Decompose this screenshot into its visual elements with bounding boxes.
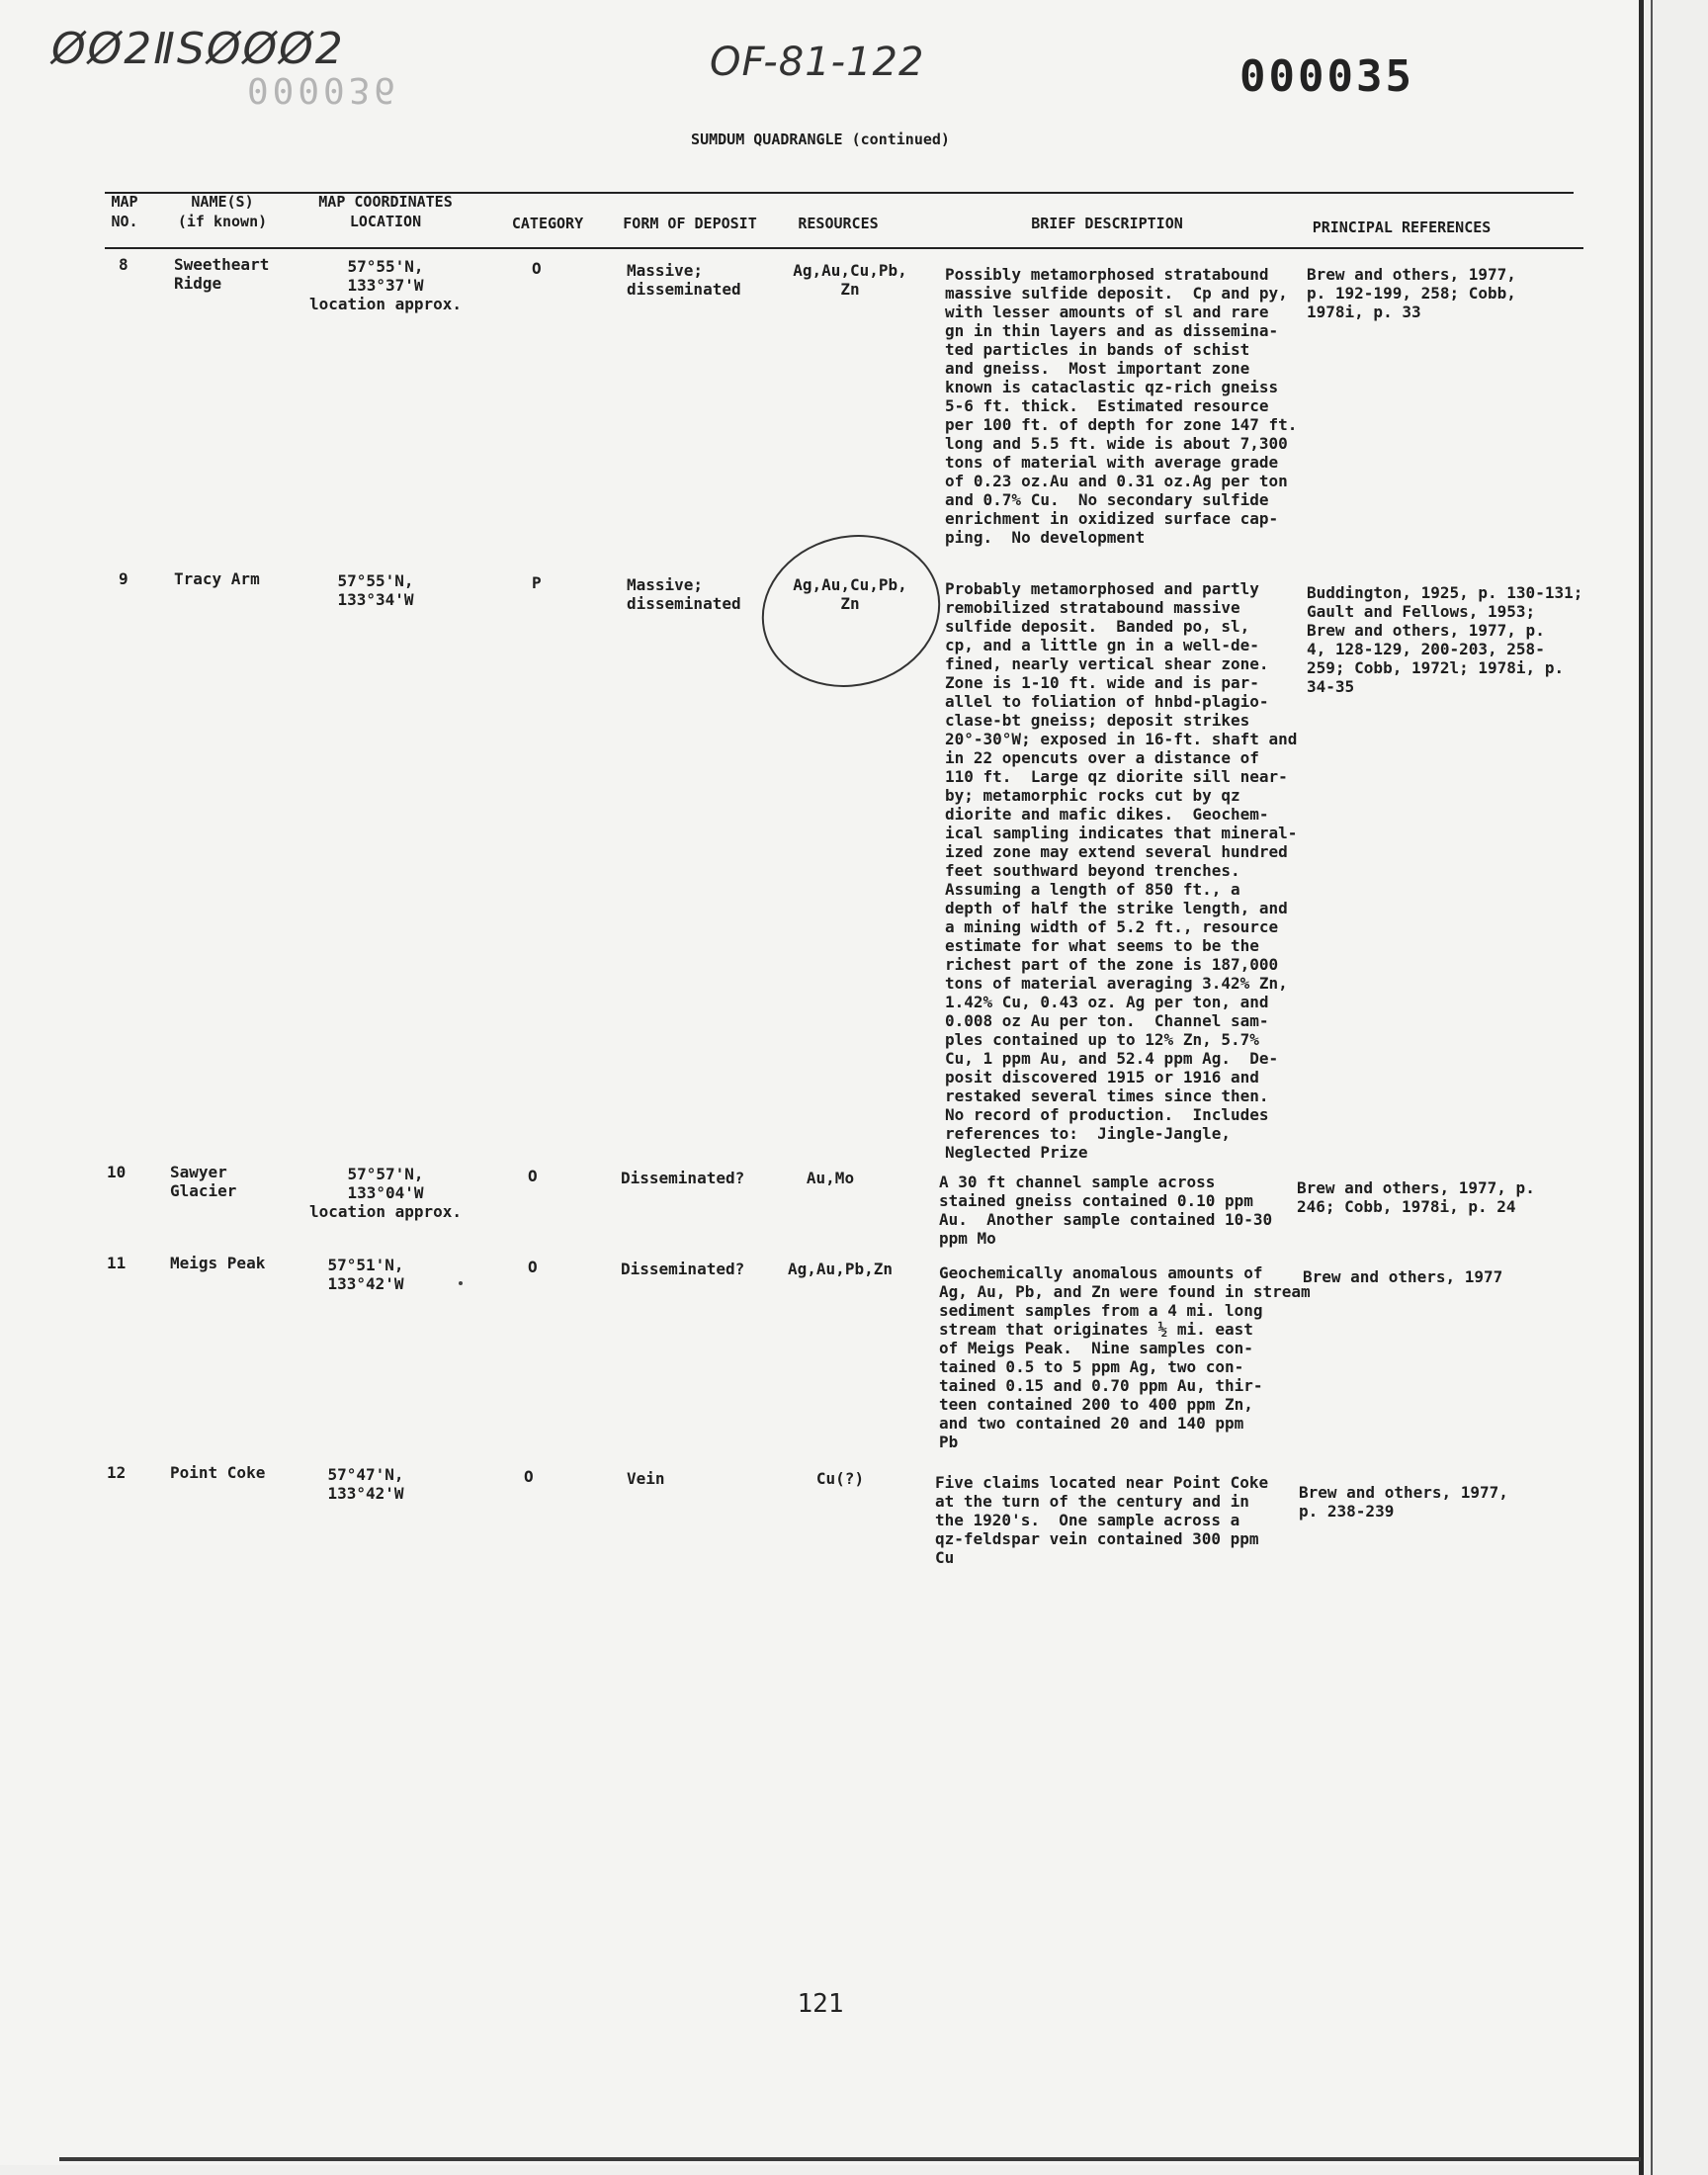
row-8-resources: Ag,Au,Cu,Pb, Zn — [793, 261, 907, 299]
row-10-category: O — [528, 1167, 538, 1185]
header-map-no: MAP NO. — [111, 193, 138, 230]
row-8-references: Brew and others, 1977, p. 192-199, 258; Cobb, 1978i, p. 33 — [1307, 265, 1516, 321]
row-11-map-no: 11 — [107, 1254, 127, 1272]
scan-edge-right-shadow — [1651, 0, 1653, 2175]
page-number: 121 — [797, 1989, 844, 2019]
row-10-form: Disseminated? — [621, 1169, 745, 1187]
scan-edge-bottom — [59, 2157, 1641, 2161]
scan-edge-right — [1639, 0, 1644, 2175]
row-8-category: O — [532, 259, 542, 278]
row-12-location: 57°47'N, 133°42'W — [327, 1465, 404, 1503]
row-10-location: 57°57'N, 133°04'W location approx. — [308, 1165, 463, 1221]
row-10-description: A 30 ft channel sample across stained gneiss contained 0.10 ppm Au. Another sample contained 10-30 ppm Mo — [939, 1173, 1273, 1248]
row-9-location: 57°55'N, 133°34'W — [337, 571, 414, 609]
quadrangle-title: SUMDUM QUADRANGLE (continued) — [691, 130, 950, 148]
row-8-description: Possibly metamorphosed stratabound massive sulfide deposit. Cp and py, with lesser amounts of sl and rare gn in thin layers and as dissemina- ted particles in bands of schist and gneiss. Most important zone known is cataclastic qz-rich gneiss 5-6 ft. thick. Estimated resource per 100 ft. of depth for zone 147 ft. long and 5.5 ft. wide is about 7,300 tons of material with average grade of 0.23 oz.Au and 0.31 oz.Ag per ton and 0.7% Cu. No secondary sulfide enrichment in oxidized surface cap- ping. No development — [945, 265, 1298, 547]
row-8-map-no: 8 — [119, 255, 128, 274]
handwritten-report-number: OF-81-122 — [710, 40, 925, 85]
row-12-resources: Cu(?) — [815, 1469, 865, 1488]
header-description: BRIEF DESCRIPTION — [1031, 215, 1183, 232]
row-12-description: Five claims located near Point Coke at the turn of the century and in the 1920's. One sample across a qz-feldspar vein contained 300 ppm Cu — [935, 1473, 1269, 1567]
document-number: 000035 — [1239, 51, 1414, 102]
row-11-resources: Ag,Au,Pb,Zn — [788, 1260, 893, 1278]
row-9-name: Tracy Arm — [174, 569, 260, 588]
row-9-resources: Ag,Au,Cu,Pb, Zn — [793, 575, 907, 613]
header-references: PRINCIPAL REFERENCES — [1312, 218, 1492, 236]
row-11-name: Meigs Peak — [170, 1254, 266, 1272]
row-9-description: Probably metamorphosed and partly remobilized stratabound massive sulfide deposit. Banded po, sl, cp, and a little gn in a well-de- fined, nearly vertical shear zone. Zone is 1-10 ft. wide and is par- allel to foliation of hnbd-plagio- clase-bt gneiss; deposit strikes 20°-30°W; exposed in 16-ft. shaft and in 22 opencuts over a distance of 110 ft. Large qz diorite sill near- by; metamorphic rocks cut by qz diorite and mafic dikes. Geochem- ical sampling indicates that mineral- ized zone may extend several hundred feet southward beyond trenches. Assuming a length of 850 ft., a depth of half the strike length, and a mining width of 5.2 ft., resource estimate for what seems to be the richest part of the zone is 187,000 tons of material averaging 3.42% Zn, 1.42% Cu, 0.43 oz. Ag per ton, and 0.008 oz Au per ton. Channel sam- ples contained up to 12% Zn, 5.7% Cu, 1 ppm Au, and 52.4 ppm Ag. De- posit discovered 1915 or 1916 and restaked several times since then. No record of production. Includes references to: Jingle-Jangle, Neglected Prize — [945, 579, 1298, 1162]
header-names: NAME(S) (if known) — [177, 193, 268, 230]
row-8-form: Massive; disseminated — [627, 261, 741, 299]
row-11-category: O — [528, 1258, 538, 1276]
row-11-references: Brew and others, 1977 — [1303, 1267, 1503, 1286]
header-form: FORM OF DEPOSIT — [623, 215, 757, 232]
row-9-category: P — [532, 573, 542, 592]
hand-drawn-circle — [745, 516, 956, 706]
row-9-form: Massive; disseminated — [627, 575, 741, 613]
header-category: CATEGORY — [511, 215, 584, 232]
row-10-resources: Au,Mo — [806, 1169, 855, 1187]
row-9-references: Buddington, 1925, p. 130-131; Gault and Fellows, 1953; Brew and others, 1977, p. 4, 128-129, 200-203, 258- 259; Cobb, 1972l; 1978i, p. 34-35 — [1307, 583, 1583, 696]
row-12-references: Brew and others, 1977, p. 238-239 — [1299, 1483, 1508, 1521]
bleed-through-number: 000036 — [247, 69, 400, 110]
row-11-location: 57°51'N, 133°42'W — [327, 1256, 404, 1293]
row-10-name: Sawyer Glacier — [170, 1163, 237, 1200]
handwritten-id: ØØ2ⅡSØØØ2 — [51, 24, 345, 74]
row-10-references: Brew and others, 1977, p. 246; Cobb, 1978i, p. 24 — [1297, 1178, 1535, 1216]
row-12-category: O — [524, 1467, 534, 1486]
header-bottom-rule — [105, 247, 1583, 249]
row-12-name: Point Coke — [170, 1463, 266, 1482]
row-9-map-no: 9 — [119, 569, 128, 588]
row-8-name: Sweetheart Ridge — [174, 255, 270, 293]
row-12-form: Vein — [627, 1469, 665, 1488]
ink-speck — [459, 1281, 463, 1285]
row-11-description: Geochemically anomalous amounts of Ag, Au, Pb, and Zn were found in stream sediment samples from a 4 mi. long stream that originates ½ mi. east of Meigs Peak. Nine samples con- tained 0.5 to 5 ppm Ag, two con- tained 0.15 and 0.70 ppm Au, thir- teen contained 200 to 400 ppm Zn, and two contained 20 and 140 ppm Pb — [939, 1263, 1311, 1451]
row-8-location: 57°55'N, 133°37'W location approx. — [308, 257, 463, 313]
header-resources: RESOURCES — [798, 215, 879, 232]
row-10-map-no: 10 — [107, 1163, 127, 1181]
row-11-form: Disseminated? — [621, 1260, 745, 1278]
header-coordinates: MAP COORDINATES LOCATION — [318, 193, 453, 230]
row-12-map-no: 12 — [107, 1463, 127, 1482]
